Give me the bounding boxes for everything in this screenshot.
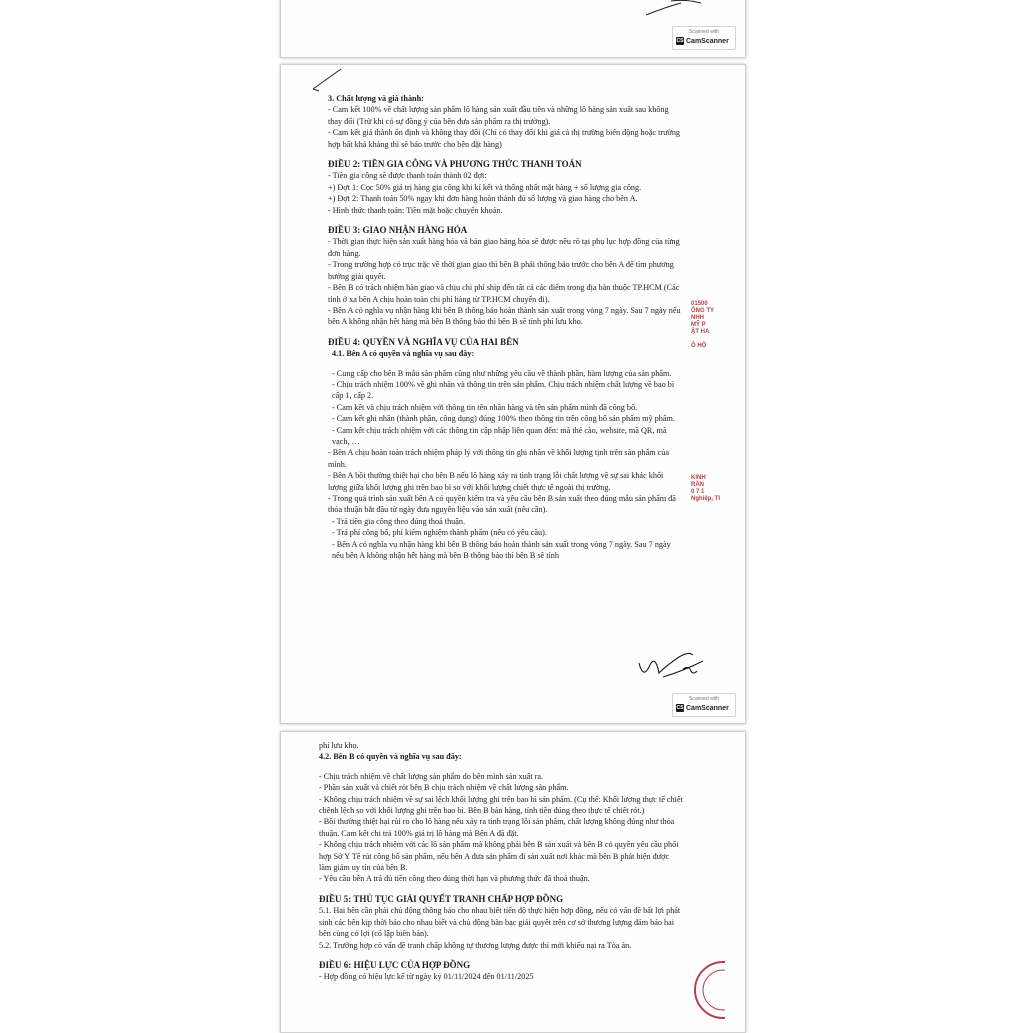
document-page-1 [280, 0, 746, 58]
text-line: - Tiền gia công sẽ được thanh toán thành 02 đợt: [328, 171, 487, 181]
signature-mark [641, 0, 711, 21]
stamp-text: 01500 [691, 301, 708, 307]
text-line: - Bên B có trách nhiệm bàn giao và chịu chi phí ship đến tất cả các điểm trong địa bàn thuộc TP.HCM (Các tỉnh ở xa bên A chịu hoàn toàn chi phí hàng từ TP.HCM chuyển đi). [328, 283, 680, 304]
badge-caption: Scanned with [688, 696, 720, 702]
stamp-text: ẬT HA [691, 329, 710, 335]
text-line: - Cam kết ghi nhãn (thành phần, công dụng) đúng 100% theo thông tin trên công bố sản phẩm mỹ phẩm. [332, 414, 675, 424]
text-line: - Trong quá trình sản xuất bên A có quyền kiểm tra và yêu cầu bên B sản xuất theo đúng mẫu sản phẩm đã thỏa thuận bắt đầu từ ngày đưa nguyên liệu vào sản xuất (nếu cần). [328, 494, 676, 515]
section-heading: ĐIỀU 6: HIỆU LỰC CỦA HỢP ĐỒNG [319, 959, 471, 970]
text-line: - Bồi thường thiệt hại rủi ro cho lô hàng nếu xảy ra tình trạng lỗi sản phẩm, chất lượng không đúng như thỏa thuận. Cam kết chi trả 100% giá trị lô hàng mà Bên A đã đặt. [319, 817, 675, 838]
text-line [328, 360, 682, 368]
text-line: - Bên A bồi thường thiệt hại cho bên B nếu lô hàng xảy ra tình trạng lỗi chất lượng về sự sai khác khối lượng giữa khối lượng ghi trên bao bì so với khối lượng chiết thực tế ngoài thị trường. [328, 471, 664, 492]
text-line [319, 763, 683, 771]
text-line: - Hình thức thanh toán: Tiền mặt hoặc chuyển khoản. [328, 205, 503, 215]
text-line: - Trả phí công bố, phí kiểm nghiệm thành phẩm (nếu có yêu cầu). [332, 528, 547, 538]
badge-caption: Scanned with [688, 29, 720, 35]
page-2-text [328, 93, 682, 561]
text-line: - Bên A có nghĩa vụ nhận hàng khi bên B thông báo hoàn thành sản xuất trong vòng 7 ngày. Sau 7 ngày nếu bên A không nhận hết hàng mà bên B thông báo thì bên B sẽ tính phí lưu kho. [328, 305, 681, 327]
section-heading: ĐIỀU 4: QUYỀN VÀ NGHĨA VỤ CỦA HAI BÊN [328, 336, 519, 347]
camscanner-logo-icon: CS [676, 38, 684, 44]
section-heading: ĐIỀU 5: THỦ TỤC GIẢI QUYẾT TRANH CHẤP HỢP ĐỒNG [319, 893, 564, 904]
text-line: - Trong trường hợp có trục trặc về thời gian giao thì bên B phải thông báo trước cho bên A để tìm phương hướng giải quyết. [328, 260, 674, 281]
subsection-heading: 4.2. Bên B có quyền và nghĩa vụ sau đây: [319, 752, 462, 762]
corner-mark [311, 67, 345, 93]
stamp-text: Nghiệp, TI [691, 496, 720, 502]
section-heading: ĐIỀU 2: TIỀN GIA CÔNG VÀ PHƯƠNG THỨC THANH TOÁN [328, 159, 582, 170]
text-line: - Chịu trách nhiệm về chất lượng sản phẩm do bên mình sản xuất ra. [319, 771, 544, 781]
text-line: - Trả tiền gia công theo đúng thoả thuận. [332, 516, 466, 526]
text-line: - Bên A chịu hoàn toàn trách nhiệm pháp lý với thông tin ghi nhãn về khối lượng tịnh trên sản phẩm của mình. [328, 448, 669, 469]
text-line: +) Đợt 2: Thanh toán 50% ngay khi đơn hàng hoàn thành đủ số lượng và giao hàng cho bên A. [328, 194, 638, 204]
stamp-text: RẦN [691, 482, 704, 488]
document-page-2 [280, 64, 746, 724]
company-stamp-fragment-2 [691, 475, 720, 503]
stamp-text [691, 336, 714, 343]
company-stamp-fragment [691, 301, 714, 350]
text-line: 5.1. Hai bên cần phải chủ động thông báo cho nhau biết tiến độ thực hiện hợp đồng, nếu có vấn đề bất lợi phát sinh các bên kịp thời báo cho nhau biết và chủ động bàn bạc giải quyết trên cơ sở thương lượng đảm bảo hai bên cùng có lợi (có lập biên bản). [319, 906, 681, 939]
stamp-text: Ô HỒ [691, 343, 707, 349]
text-line: - Bên A có nghĩa vụ nhận hàng khi bên B thông báo hoàn thành sản xuất trong vòng 7 ngày. Sau 7 ngày nếu bên A không nhận hết hàng mà bên B thông báo thì bên B sẽ tính [332, 539, 671, 561]
text-line: - Thời gian thực hiện sản xuất hàng hóa và bàn giao hàng hóa sẽ được nêu rõ tại phụ lục hợp đồng của từng đơn hàng. [328, 237, 680, 258]
text-line: 5.2. Trường hợp có vấn đề tranh chấp không tự thương lượng được thì mới khiếu nại ra Tòa án. [319, 940, 632, 950]
text-line: - Không chịu trách nhiệm với các lô sản phẩm mà không phải bên B sản xuất và bên B có quyền yêu cầu phối hợp Sở Y Tế rút công bố sản phẩm, nếu bên A đưa sản phẩm đi sản xuất nơi khác mà bên B phát hiện được làm giảm uy tín của bên B. [319, 840, 679, 873]
stamp-text: MỸ P [691, 322, 706, 328]
camscanner-logo-icon: CS [676, 705, 684, 711]
text-line: - Yêu cầu bên A trả đủ tiền công theo đúng thời hạn và phương thức đã thoả thuận. [319, 874, 590, 884]
stamp-text: KINH [691, 475, 706, 481]
subsection-heading: 4.1. Bên A có quyền và nghĩa vụ sau đây: [332, 349, 475, 359]
stamp-text: 0 7 1 [691, 489, 705, 495]
text-line: - Cam kết giá thành ổn định và không thay đổi (Chỉ có thay đổi khi giá cả thị trường biến động hoặc trường hợp bất khả kháng thì sẽ báo trước cho bên đặt hàng) [328, 128, 681, 149]
signature [633, 643, 713, 683]
badge-app-name: CamScanner [686, 37, 729, 45]
subsection-heading: 3. Chất lượng và giá thành: [328, 94, 424, 103]
text-line: - Cam kết và chịu trách nhiệm với thông tin tên nhãn hàng và tên sản phẩm mình đã công bố. [332, 402, 638, 412]
text-line: phí lưu kho. [319, 741, 359, 750]
section-heading: ĐIỀU 3: GIAO NHẬN HÀNG HÓA [328, 225, 468, 236]
badge-app-name: CamScanner [686, 704, 729, 712]
camscanner-badge [672, 26, 736, 50]
stamp-text: NHH [691, 315, 704, 321]
text-line: - Chịu trách nhiệm 100% về ghi nhãn và thông tin trên sản phẩm. Chịu trách nhiệm chất lượng về bao bì cấp 1, cấp 2. [332, 379, 675, 401]
page-3-text [319, 740, 683, 983]
text-line: +) Đợt 1: Cọc 50% giá trị hàng gia công khi kí kết và thống nhất mặt hàng + số lượng gia công. [328, 182, 642, 192]
stamp-text: ÔNG TY [691, 308, 715, 314]
camscanner-badge [672, 693, 736, 717]
text-line: - Cam kết chịu trách nhiệm với các thông tin cập nhập liên quan đến: mã thẻ cào, website, mã QR, mã vạch, … [332, 425, 667, 446]
text-line: - Không chịu trách nhiệm về sự sai lệch khối lượng ghi trên bao bì sản phẩm. (Cụ thể: Khối lượng thực tế chiết chênh lệch so với khối lượng ghi trên bao bì. Bên B bán hàng, tính tiền đúng theo thực tế chiết rót.) [319, 794, 683, 816]
text-line: - Cung cấp cho bên B mẫu sản phẩm cũng như những yêu cầu về thành phần, hàm lượng của sản phẩm. [332, 368, 672, 378]
text-line: - Hợp đồng có hiệu lực kể từ ngày ký 01/11/2024 đến 01/11/2025 [319, 972, 534, 982]
text-line: - Phần sản xuất và chiết rót bên B chịu trách nhiệm về chất lượng sản phẩm. [319, 783, 569, 793]
document-page-3 [280, 731, 746, 1033]
round-stamp-fragment [685, 954, 725, 1024]
text-line: - Cam kết 100% về chất lượng sản phẩm lô hàng sản xuất đầu tiên và những lô hàng sản xuất sau không thay đổi (Trừ khi có sự đồng ý của bên đưa sản phẩm ra thị trường). [328, 105, 669, 126]
